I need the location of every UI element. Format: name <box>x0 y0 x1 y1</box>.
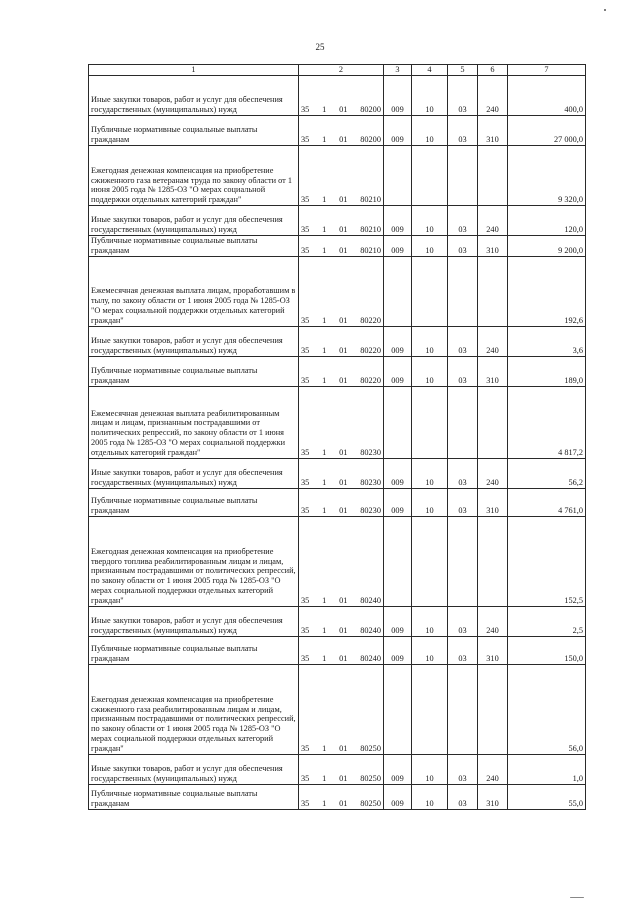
program-code <box>299 386 384 458</box>
program-code <box>299 256 384 326</box>
table-row <box>89 76 586 116</box>
program-code-part: 80240 <box>360 595 381 605</box>
row-description-text: Иные закупки товаров, работ и услуг для обеспечения государственных (муниципальных) нужд <box>91 764 283 783</box>
row-description <box>89 458 299 488</box>
expense-type-code <box>478 664 508 754</box>
ministry-code: 009 <box>384 356 412 386</box>
row-description-text: Ежемесячная денежная выплата лицам, проработавшим в тылу, по закону области от 1 июня 2005 года № 1285-ОЗ "О мерах социальной поддержки отдельных категорий граждан" <box>91 286 296 325</box>
row-description <box>89 256 299 326</box>
row-description <box>89 206 299 236</box>
program-code-part: 1 <box>322 315 327 325</box>
amount: 150,0 <box>508 636 586 664</box>
program-code-part: 35 <box>301 477 310 487</box>
program-code-part: 1 <box>322 225 327 235</box>
row-description-text: Публичные нормативные социальные выплаты гражданам <box>91 125 258 145</box>
ministry-code <box>384 146 412 206</box>
program-code-part: 1 <box>322 195 327 205</box>
page-number: 25 <box>315 42 325 52</box>
section-code <box>412 664 448 754</box>
ministry-code: 009 <box>384 116 412 146</box>
row-description <box>89 356 299 386</box>
program-code <box>299 488 384 516</box>
ministry-code: 009 <box>384 326 412 356</box>
program-code-part: 01 <box>339 625 348 635</box>
amount: 152,5 <box>508 516 586 606</box>
expense-type-code: 240 <box>478 76 508 116</box>
column-number: 3 <box>384 65 412 76</box>
program-code-part: 01 <box>339 315 348 325</box>
table-row <box>89 516 586 606</box>
column-number: 6 <box>478 65 508 76</box>
section-code: 10 <box>412 754 448 784</box>
program-code-part: 1 <box>322 625 327 635</box>
scan-speck <box>604 9 606 11</box>
table-row <box>89 636 586 664</box>
subsection-code: 03 <box>448 458 478 488</box>
program-code-part: 35 <box>301 595 310 605</box>
program-code-part: 35 <box>301 505 310 515</box>
subsection-code: 03 <box>448 606 478 636</box>
program-code-part: 35 <box>301 195 310 205</box>
row-description-text: Ежегодная денежная компенсация на приобретение сжиженного газа реабилитированным лицам и лицам, признанным пострадавшими от политических репрессий, по закону области от 1 июня 2005 года № 1285-ОЗ "О мерах социальной поддержки отдельных категорий граждан" <box>91 694 296 753</box>
program-code-part: 80240 <box>360 625 381 635</box>
section-code <box>412 386 448 458</box>
program-code-part: 80200 <box>360 135 381 145</box>
row-description <box>89 488 299 516</box>
program-code-part: 80220 <box>360 315 381 325</box>
subsection-code: 03 <box>448 236 478 257</box>
row-description <box>89 76 299 116</box>
program-code-part: 01 <box>339 653 348 663</box>
program-code <box>299 606 384 636</box>
row-description-text: Ежегодная денежная компенсация на приобретение сжиженного газа ветеранам труда по закону области от 1 июня 2005 года № 1285-ОЗ "О мерах социальной поддержки отдельных категорий граждан" <box>91 165 292 205</box>
program-code-part: 01 <box>339 345 348 355</box>
program-code-part: 35 <box>301 773 310 783</box>
budget-table <box>88 64 586 810</box>
section-code: 10 <box>412 116 448 146</box>
program-code-part: 80210 <box>360 195 381 205</box>
program-code <box>299 458 384 488</box>
program-code-part: 35 <box>301 315 310 325</box>
table-row <box>89 256 586 326</box>
program-code <box>299 664 384 754</box>
subsection-code <box>448 146 478 206</box>
amount: 27 000,0 <box>508 116 586 146</box>
ministry-code: 009 <box>384 606 412 636</box>
program-code-part: 01 <box>339 245 348 255</box>
row-description <box>89 754 299 784</box>
program-code-part: 80240 <box>360 653 381 663</box>
program-code <box>299 326 384 356</box>
program-code <box>299 784 384 809</box>
row-description-text: Иные закупки товаров, работ и услуг для обеспечения государственных (муниципальных) нужд <box>91 616 283 635</box>
table-row <box>89 754 586 784</box>
column-number: 5 <box>448 65 478 76</box>
program-code-part: 80200 <box>360 105 381 115</box>
expense-type-code: 240 <box>478 206 508 236</box>
program-code-part: 1 <box>322 477 327 487</box>
program-code-part: 35 <box>301 225 310 235</box>
scan-speck <box>570 897 584 898</box>
amount: 400,0 <box>508 76 586 116</box>
table-row <box>89 236 586 257</box>
row-description-text: Иные закупки товаров, работ и услуг для обеспечения государственных (муниципальных) нужд <box>91 336 283 355</box>
ministry-code <box>384 664 412 754</box>
program-code-part: 1 <box>322 447 327 457</box>
program-code-part: 1 <box>322 375 327 385</box>
program-code-part: 01 <box>339 447 348 457</box>
program-code-part: 35 <box>301 375 310 385</box>
row-description-text: Ежемесячная денежная выплата реабилитированным лицам и лицам, признанным пострадавшими от политических репрессий, по закону области от 1 июня 2005 года № 1285-ОЗ "О мерах социальной поддержки отдельных категорий граждан" <box>91 408 286 457</box>
column-number: 7 <box>508 65 586 76</box>
subsection-code: 03 <box>448 326 478 356</box>
table-row <box>89 488 586 516</box>
program-code <box>299 76 384 116</box>
program-code-part: 1 <box>322 505 327 515</box>
amount: 3,6 <box>508 326 586 356</box>
section-code: 10 <box>412 326 448 356</box>
table-row <box>89 458 586 488</box>
program-code-part: 80230 <box>360 477 381 487</box>
row-description <box>89 636 299 664</box>
table-row <box>89 664 586 754</box>
program-code-part: 01 <box>339 225 348 235</box>
row-description-text: Публичные нормативные социальные выплаты гражданам <box>91 644 258 663</box>
amount: 4 817,2 <box>508 386 586 458</box>
program-code-part: 35 <box>301 447 310 457</box>
expense-type-code: 310 <box>478 488 508 516</box>
subsection-code: 03 <box>448 76 478 116</box>
program-code-part: 1 <box>322 773 327 783</box>
row-description-text: Ежегодная денежная компенсация на приобретение твердого топлива реабилитированным лицам и лицам, признанным пострадавшими от политических репрессий, по закону области от 1 июня 2005 года № 1285-ОЗ "О мерах социальной поддержки отдельных категорий граждан" <box>91 546 296 605</box>
program-code-part: 01 <box>339 505 348 515</box>
amount: 56,2 <box>508 458 586 488</box>
amount: 1,0 <box>508 754 586 784</box>
ministry-code: 009 <box>384 236 412 257</box>
subsection-code <box>448 664 478 754</box>
expense-type-code: 310 <box>478 784 508 809</box>
program-code-part: 35 <box>301 653 310 663</box>
expense-type-code <box>478 516 508 606</box>
amount: 192,6 <box>508 256 586 326</box>
row-description-text: Публичные нормативные социальные выплаты гражданам <box>91 789 258 808</box>
section-code: 10 <box>412 636 448 664</box>
program-code-part: 1 <box>322 345 327 355</box>
program-code-part: 01 <box>339 375 348 385</box>
section-code <box>412 146 448 206</box>
program-code <box>299 236 384 257</box>
row-description <box>89 606 299 636</box>
section-code: 10 <box>412 356 448 386</box>
subsection-code: 03 <box>448 356 478 386</box>
program-code-part: 1 <box>322 105 327 115</box>
program-code <box>299 636 384 664</box>
section-code: 10 <box>412 76 448 116</box>
row-description <box>89 236 299 257</box>
row-description <box>89 116 299 146</box>
amount: 55,0 <box>508 784 586 809</box>
section-code: 10 <box>412 458 448 488</box>
section-code: 10 <box>412 784 448 809</box>
table-row <box>89 326 586 356</box>
table-row <box>89 606 586 636</box>
program-code-part: 35 <box>301 245 310 255</box>
program-code-part: 35 <box>301 743 310 753</box>
expense-type-code: 240 <box>478 606 508 636</box>
table-row <box>89 116 586 146</box>
ministry-code: 009 <box>384 784 412 809</box>
ministry-code: 009 <box>384 488 412 516</box>
column-number: 4 <box>412 65 448 76</box>
program-code-part: 80210 <box>360 225 381 235</box>
program-code-part: 80250 <box>360 798 381 808</box>
program-code-part: 01 <box>339 595 348 605</box>
row-description <box>89 784 299 809</box>
amount: 9 320,0 <box>508 146 586 206</box>
subsection-code: 03 <box>448 488 478 516</box>
subsection-code <box>448 516 478 606</box>
section-code: 10 <box>412 606 448 636</box>
program-code-part: 1 <box>322 798 327 808</box>
program-code-part: 1 <box>322 245 327 255</box>
row-description <box>89 146 299 206</box>
subsection-code: 03 <box>448 636 478 664</box>
table-row <box>89 386 586 458</box>
section-code: 10 <box>412 236 448 257</box>
ministry-code <box>384 516 412 606</box>
row-description <box>89 326 299 356</box>
subsection-code: 03 <box>448 206 478 236</box>
expense-type-code <box>478 256 508 326</box>
amount: 4 761,0 <box>508 488 586 516</box>
subsection-code <box>448 386 478 458</box>
program-code-part: 35 <box>301 625 310 635</box>
section-code: 10 <box>412 206 448 236</box>
program-code-part: 01 <box>339 477 348 487</box>
program-code-part: 80220 <box>360 345 381 355</box>
amount: 189,0 <box>508 356 586 386</box>
program-code-part: 01 <box>339 195 348 205</box>
program-code-part: 1 <box>322 595 327 605</box>
program-code-part: 01 <box>339 798 348 808</box>
program-code-part: 01 <box>339 105 348 115</box>
ministry-code: 009 <box>384 458 412 488</box>
expense-type-code <box>478 386 508 458</box>
ministry-code <box>384 256 412 326</box>
table-row <box>89 356 586 386</box>
expense-type-code: 310 <box>478 236 508 257</box>
table-row <box>89 146 586 206</box>
program-code-part: 80210 <box>360 245 381 255</box>
expense-type-code: 240 <box>478 754 508 784</box>
row-description <box>89 516 299 606</box>
expense-type-code: 310 <box>478 116 508 146</box>
program-code-part: 80230 <box>360 505 381 515</box>
expense-type-code: 240 <box>478 458 508 488</box>
program-code <box>299 146 384 206</box>
program-code-part: 35 <box>301 798 310 808</box>
subsection-code: 03 <box>448 784 478 809</box>
ministry-code: 009 <box>384 206 412 236</box>
row-description-text: Иные закупки товаров, работ и услуг для обеспечения государственных (муниципальных) нужд <box>91 468 283 487</box>
program-code-part: 1 <box>322 135 327 145</box>
amount: 9 200,0 <box>508 236 586 257</box>
program-code <box>299 116 384 146</box>
ministry-code: 009 <box>384 76 412 116</box>
program-code-part: 1 <box>322 653 327 663</box>
amount: 2,5 <box>508 606 586 636</box>
subsection-code: 03 <box>448 116 478 146</box>
program-code-part: 80230 <box>360 447 381 457</box>
section-code: 10 <box>412 488 448 516</box>
column-number: 1 <box>89 65 299 76</box>
program-code-part: 1 <box>322 743 327 753</box>
row-description-text: Публичные нормативные социальные выплаты гражданам <box>91 496 258 515</box>
row-description-text: Публичные нормативные социальные выплаты гражданам <box>91 366 258 385</box>
program-code-part: 80250 <box>360 773 381 783</box>
subsection-code: 03 <box>448 754 478 784</box>
program-code <box>299 516 384 606</box>
program-code <box>299 754 384 784</box>
program-code-part: 80250 <box>360 743 381 753</box>
row-description <box>89 386 299 458</box>
program-code-part: 01 <box>339 743 348 753</box>
program-code-part: 01 <box>339 135 348 145</box>
expense-type-code: 310 <box>478 356 508 386</box>
program-code <box>299 206 384 236</box>
column-number-row <box>89 65 586 76</box>
program-code-part: 35 <box>301 105 310 115</box>
ministry-code: 009 <box>384 754 412 784</box>
amount: 120,0 <box>508 206 586 236</box>
subsection-code <box>448 256 478 326</box>
table-row <box>89 784 586 809</box>
column-number: 2 <box>299 65 384 76</box>
row-description-text: Иные закупки товаров, работ и услуг для обеспечения государственных (муниципальных) нужд <box>91 215 283 235</box>
program-code-part: 35 <box>301 135 310 145</box>
program-code <box>299 356 384 386</box>
expense-type-code <box>478 146 508 206</box>
amount: 56,0 <box>508 664 586 754</box>
table-row <box>89 206 586 236</box>
program-code-part: 35 <box>301 345 310 355</box>
row-description <box>89 664 299 754</box>
row-description-text: Иные закупки товаров, работ и услуг для обеспечения государственных (муниципальных) нужд <box>91 95 283 115</box>
expense-type-code: 240 <box>478 326 508 356</box>
program-code-part: 01 <box>339 773 348 783</box>
section-code <box>412 256 448 326</box>
section-code <box>412 516 448 606</box>
ministry-code: 009 <box>384 636 412 664</box>
program-code-part: 80220 <box>360 375 381 385</box>
ministry-code <box>384 386 412 458</box>
row-description-text: Публичные нормативные социальные выплаты гражданам <box>91 236 258 255</box>
expense-type-code: 310 <box>478 636 508 664</box>
